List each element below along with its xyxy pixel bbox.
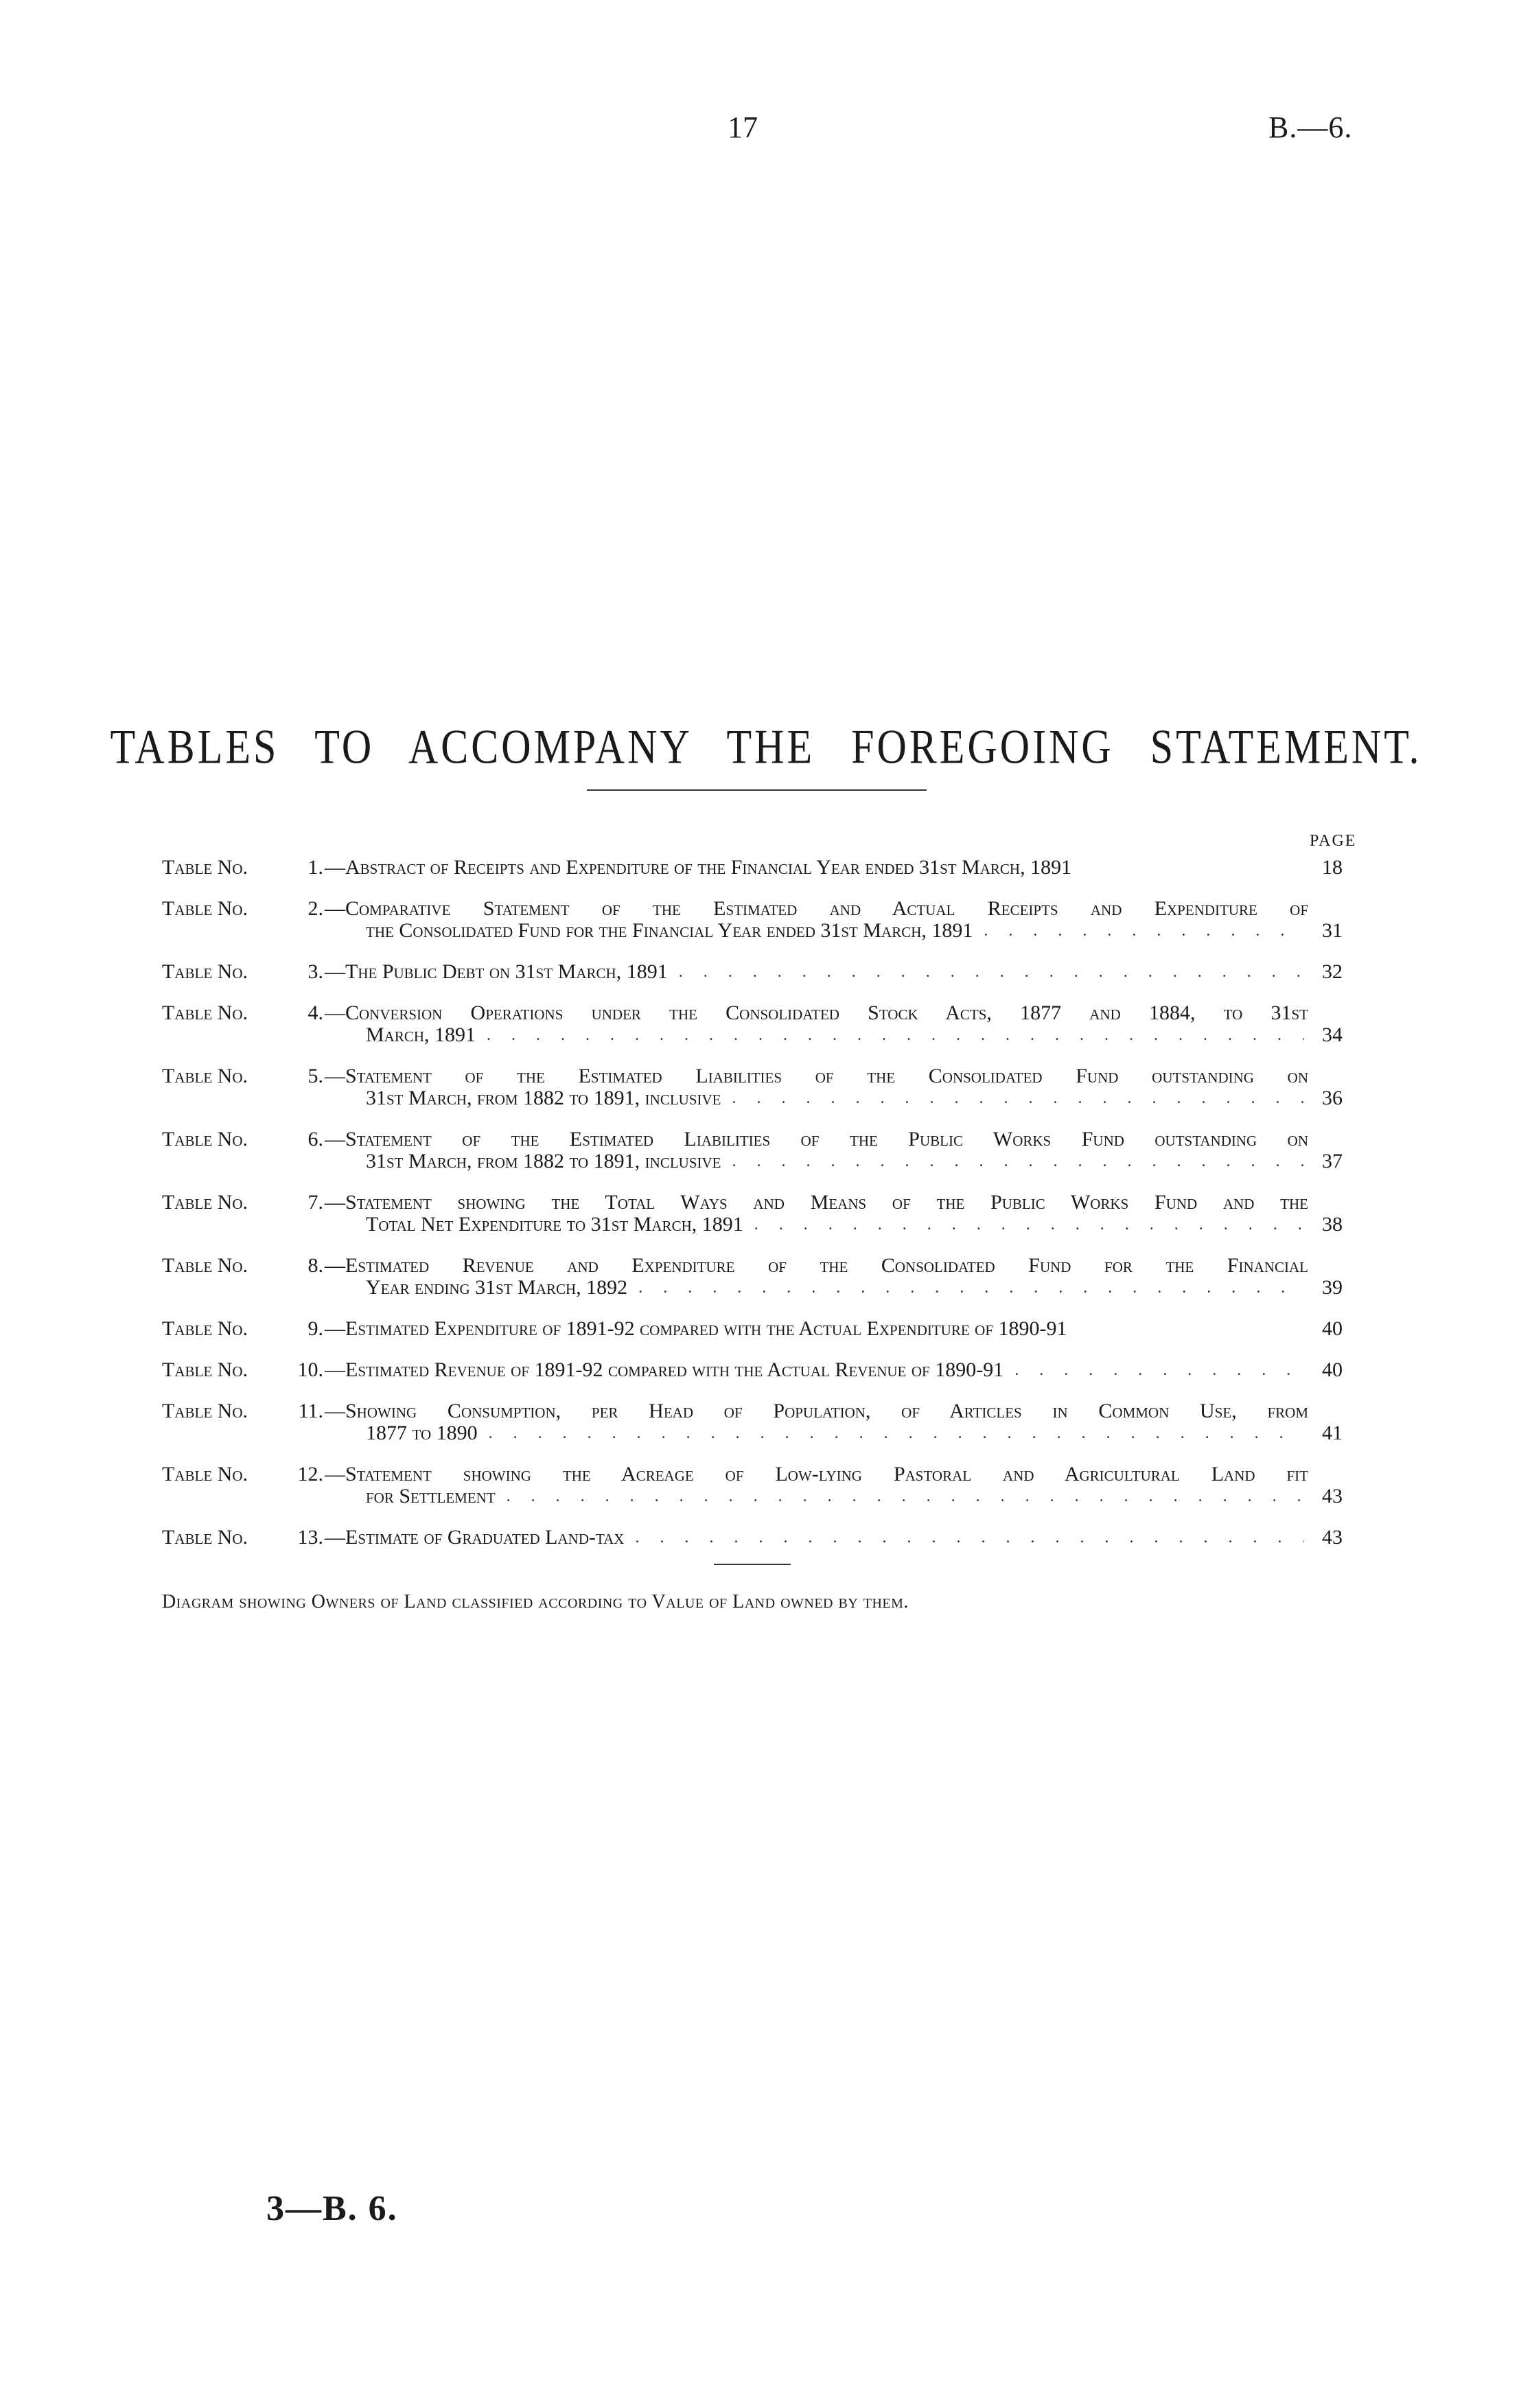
toc-entry-title: —Comparative Statement of the Estimated and Actual Receipts and Expenditure of: [325, 897, 1308, 920]
toc-entry-title: —Estimated Expenditure of 1891-92 compared with the Actual Expenditure of 1890-91: [325, 1317, 1067, 1340]
toc-entry-title: —Estimate of Graduated Land-tax: [325, 1526, 625, 1549]
toc-entry-page: 43: [1322, 1485, 1343, 1507]
toc-entry-title: —Statement of the Estimated Liabilities of the Public Works Fund outstanding on: [325, 1128, 1308, 1150]
toc-entry-label: Table No.: [162, 1254, 248, 1277]
toc-entry-page: 40: [1322, 1358, 1343, 1381]
toc-entry-number: 11.: [298, 1400, 323, 1422]
title-divider: [587, 789, 927, 791]
leader-dots: [487, 1024, 1304, 1046]
toc-entry-title: —Estimated Revenue and Expenditure of the Consolidated Fund for the Financial: [325, 1254, 1308, 1277]
toc-entry-number: 9.: [307, 1317, 323, 1340]
leader-dots: [732, 1150, 1305, 1172]
document-code: B.—6.: [1268, 111, 1353, 144]
toc-entry-number: 10.: [297, 1358, 323, 1381]
toc-entry-1: [162, 857, 1343, 879]
toc-entry-title: —The Public Debt on 31st March, 1891: [325, 960, 668, 983]
toc-entry-label: Table No.: [162, 1463, 248, 1485]
toc-entry-label: Table No.: [162, 1400, 248, 1422]
toc-entry-page: 39: [1322, 1276, 1343, 1299]
leader-dots: [984, 920, 1304, 942]
leader-dots: [679, 961, 1304, 983]
toc-entry-page: 40: [1322, 1317, 1343, 1340]
toc-entry-12: [162, 1463, 1343, 1507]
leader-dots: [635, 1527, 1304, 1549]
toc-entry-page: 36: [1322, 1087, 1343, 1109]
toc-entry-label: Table No.: [162, 1526, 248, 1549]
toc-entry-4: [162, 1002, 1343, 1046]
toc-entry-title: —Statement showing the Total Ways and Means of the Public Works Fund and the: [325, 1191, 1308, 1214]
toc-entry-title-continued: for Settlement: [366, 1485, 496, 1507]
toc-entry-11: [162, 1400, 1343, 1444]
toc-entry-title: —Estimated Revenue of 1891-92 compared with the Actual Revenue of 1890-91: [325, 1358, 1004, 1381]
toc-entry-page: 37: [1322, 1150, 1343, 1172]
leader-dots: [638, 1277, 1304, 1299]
page-number: 17: [728, 111, 758, 144]
toc-entry-2: [162, 898, 1343, 942]
toc-entry-label: Table No.: [162, 1128, 248, 1150]
toc-entry-page: 32: [1322, 960, 1343, 983]
toc-entry-title-continued: Year ending 31st March, 1892: [366, 1276, 628, 1299]
toc-entry-5: [162, 1065, 1343, 1109]
toc-entry-page: 41: [1322, 1422, 1343, 1444]
toc-entry-page: 43: [1322, 1526, 1343, 1549]
toc-entry-label: Table No.: [162, 1002, 248, 1024]
toc-entry-label: Table No.: [162, 960, 248, 983]
toc-entry-title-continued: March, 1891: [366, 1023, 476, 1046]
toc-entry-label: Table No.: [162, 1191, 248, 1214]
toc-entry-title-continued: 31st March, from 1882 to 1891, inclusive: [366, 1150, 721, 1172]
toc-entry-number: 7.: [307, 1191, 323, 1214]
toc-entry-label: Table No.: [162, 1065, 248, 1087]
toc-entry-number: 4.: [307, 1002, 323, 1024]
footer-signature-code: 3—B. 6.: [266, 2189, 398, 2228]
page-column-label: PAGE: [1310, 832, 1357, 850]
page-title: TABLES TO ACCOMPANY THE FOREGOING STATEMENT.: [110, 720, 1422, 774]
toc-entry-number: 2.: [307, 897, 323, 920]
toc-entry-page: 31: [1322, 919, 1343, 942]
toc-entry-title: —Statement of the Estimated Liabilities of the Consolidated Fund outstanding on: [325, 1065, 1308, 1087]
toc-entry-title-continued: 31st March, from 1882 to 1891, inclusive: [366, 1087, 721, 1109]
toc-entry-page: 18: [1322, 856, 1343, 879]
toc-entry-8: [162, 1255, 1343, 1299]
toc-entry-title: —Conversion Operations under the Consolidated Stock Acts, 1877 and 1884, to 31st: [325, 1002, 1308, 1024]
table-of-contents: [162, 857, 1343, 1568]
toc-entry-number: 1.: [307, 856, 323, 879]
toc-entry-label: Table No.: [162, 897, 248, 920]
toc-entry-9: [162, 1318, 1343, 1340]
toc-entry-6: [162, 1128, 1343, 1172]
toc-entry-7: [162, 1192, 1343, 1236]
toc-entry-number: 12.: [297, 1463, 323, 1485]
toc-end-divider: [714, 1564, 791, 1565]
toc-entry-10: [162, 1359, 1343, 1381]
leader-dots: [507, 1485, 1304, 1507]
toc-entry-3: [162, 961, 1343, 983]
toc-entry-label: Table No.: [162, 1317, 248, 1340]
toc-entry-title: —Showing Consumption, per Head of Population, of Articles in Common Use, from: [325, 1400, 1308, 1422]
toc-entry-number: 13.: [297, 1526, 323, 1549]
toc-entry-13: [162, 1527, 1343, 1549]
toc-entry-title-continued: Total Net Expenditure to 31st March, 1891: [366, 1213, 743, 1236]
toc-entry-number: 5.: [307, 1065, 323, 1087]
toc-entry-title: —Statement showing the Acreage of Low-lying Pastoral and Agricultural Land fit: [325, 1463, 1308, 1485]
leader-dots: [1014, 1359, 1304, 1381]
toc-entry-title-continued: 1877 to 1890: [366, 1422, 478, 1444]
toc-entry-number: 3.: [307, 960, 323, 983]
toc-entry-label: Table No.: [162, 856, 248, 879]
diagram-note: Diagram showing Owners of Land classified according to Value of Land owned by them.: [162, 1591, 909, 1612]
toc-entry-title: —Abstract of Receipts and Expenditure of the Financial Year ended 31st March, 1891: [325, 856, 1072, 879]
leader-dots: [732, 1087, 1305, 1109]
toc-entry-title-continued: the Consolidated Fund for the Financial Year ended 31st March, 1891: [366, 919, 973, 942]
leader-dots: [489, 1422, 1304, 1444]
toc-entry-label: Table No.: [162, 1358, 248, 1381]
leader-dots: [754, 1214, 1304, 1236]
toc-entry-page: 38: [1322, 1213, 1343, 1236]
toc-entry-number: 8.: [307, 1254, 323, 1277]
toc-entry-number: 6.: [307, 1128, 323, 1150]
toc-entry-page: 34: [1322, 1023, 1343, 1046]
